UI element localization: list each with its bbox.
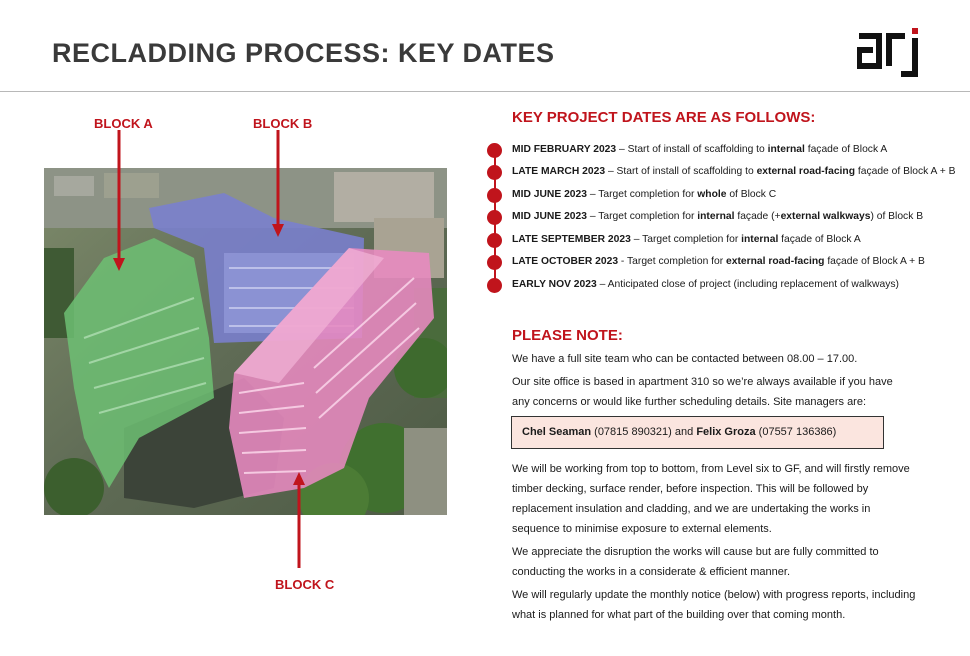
contact-1-phone: (07815 890321) — [591, 426, 675, 438]
key-date-item: MID FEBRUARY 2023 – Start of install of scaffolding to internal façade of Block A — [487, 141, 957, 159]
block-b-label: BLOCK B — [253, 116, 313, 131]
page-title: RECLADDING PROCESS: KEY DATES — [52, 38, 555, 68]
block-c-label: BLOCK C — [275, 577, 335, 592]
site-managers-box: Chel Seaman (07815 890321) and Felix Groza (07557 136386) — [511, 416, 884, 449]
timeline-dot — [487, 210, 502, 225]
block-a-arrow — [112, 130, 126, 272]
note-paragraph-4: We appreciate the disruption the works will cause but are fully committed to conducting the works in a considerate & efficient manner. — [512, 546, 879, 578]
note-paragraph-1: We have a full site team who can be contacted between 08.00 – 17.00. — [512, 353, 858, 365]
please-note-heading: PLEASE NOTE: — [512, 327, 623, 344]
timeline-dot — [487, 278, 502, 293]
block-a-label: BLOCK A — [94, 116, 153, 131]
contact-1-name: Chel Seaman — [522, 426, 592, 438]
block-c-arrow — [292, 472, 306, 568]
block-b-arrow — [271, 130, 285, 238]
contact-2-phone: (07557 136386) — [755, 426, 837, 438]
timeline-dot — [487, 255, 502, 270]
note-paragraph-5: We will regularly update the monthly notice (below) with progress reports, including what is planned for what part of the building over that coming month. — [512, 589, 916, 621]
header-divider — [0, 91, 970, 92]
timeline-dot — [487, 165, 502, 180]
timeline-dot — [487, 188, 502, 203]
aerial-building-image — [44, 168, 447, 515]
timeline-dot — [487, 233, 502, 248]
key-date-item: MID JUNE 2023 – Target completion for whole of Block C — [487, 186, 957, 204]
key-date-item: EARLY NOV 2023 – Anticipated close of project (including replacement of walkways) — [487, 276, 957, 294]
arj-logo — [857, 26, 927, 80]
key-date-item: LATE OCTOBER 2023 - Target completion for external road-facing façade of Block A + B — [487, 253, 957, 271]
key-date-item: LATE SEPTEMBER 2023 – Target completion for internal façade of Block A — [487, 231, 957, 249]
key-date-item: LATE MARCH 2023 – Start of install of scaffolding to external road-facing façade of Block A + B — [487, 163, 957, 181]
contact-2-name: Felix Groza — [696, 426, 756, 438]
key-dates-heading: KEY PROJECT DATES ARE AS FOLLOWS: — [512, 109, 816, 126]
note-paragraph-3: We will be working from top to bottom, from Level six to GF, and will firstly remove timber decking, surface render, before inspection. This will be followed by replacement insulation and cladding, and we are undertaking the works in sequence to minimise exposure to external elements. — [512, 463, 910, 535]
key-date-item: MID JUNE 2023 – Target completion for internal façade (+external walkways) of Block B — [487, 208, 957, 226]
timeline-dot — [487, 143, 502, 158]
note-paragraph-2: Our site office is based in apartment 310 so we’re always available if you have any concerns or would like further scheduling details. Site managers are: — [512, 376, 893, 408]
